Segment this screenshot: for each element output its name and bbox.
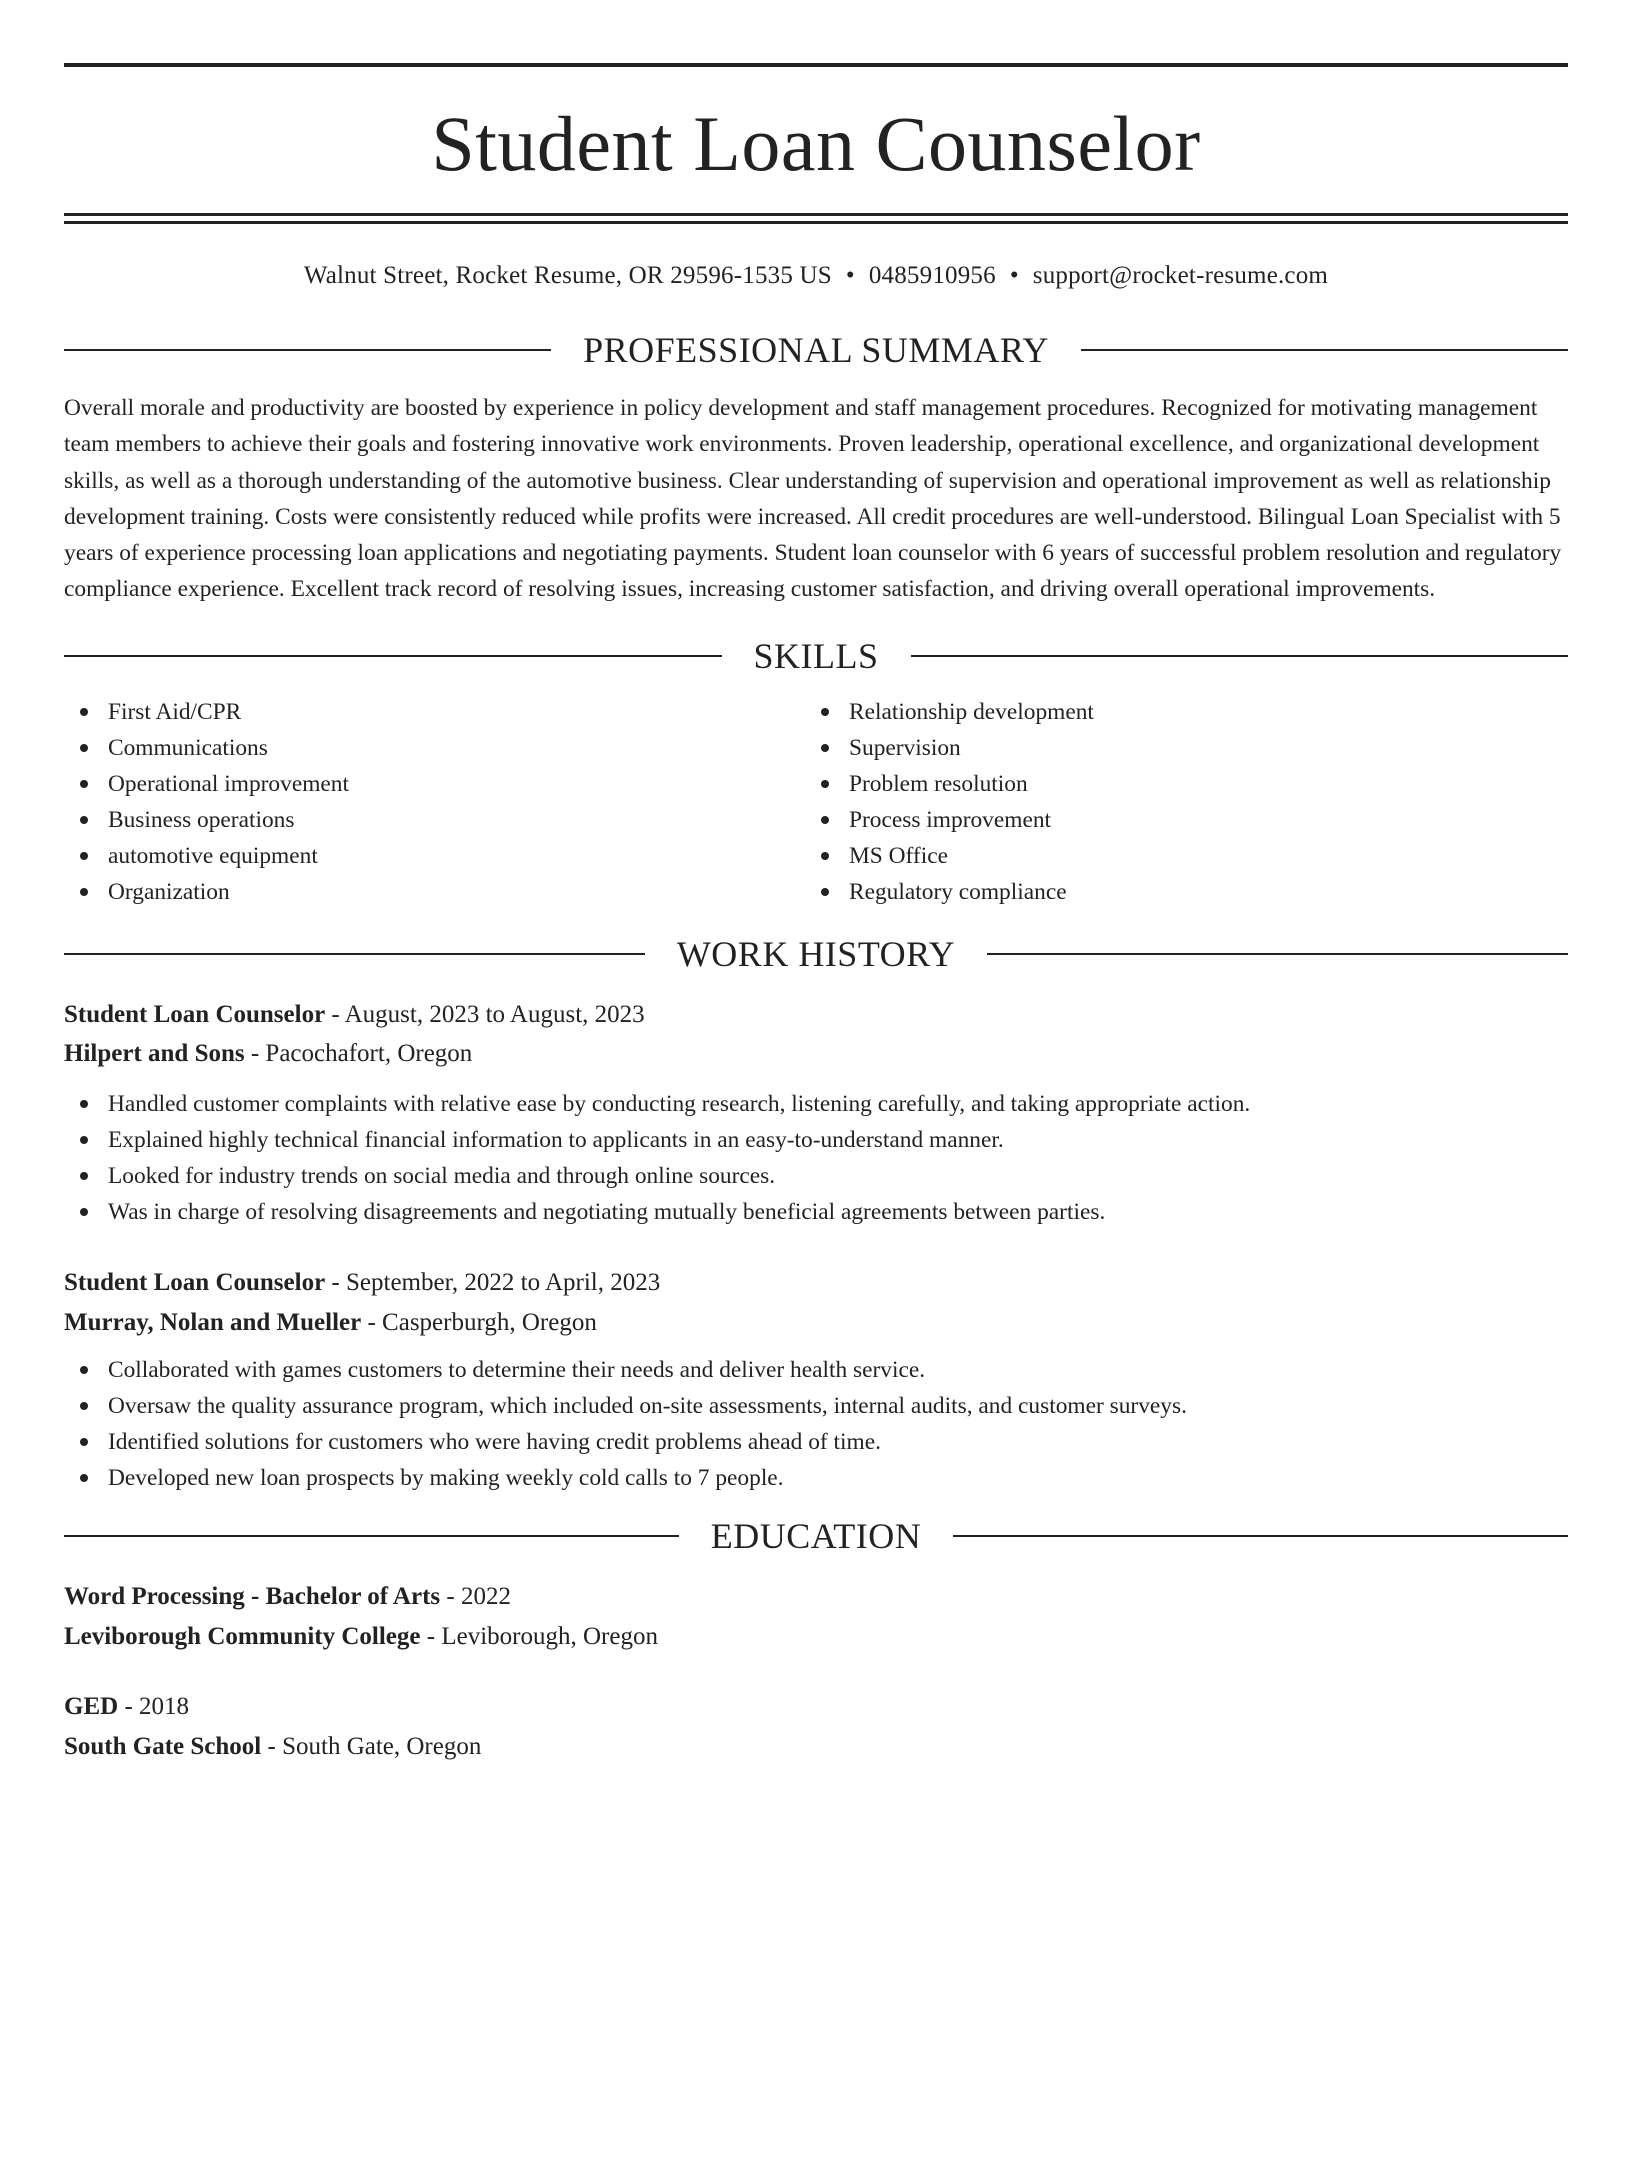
education-school-line [64,1734,1568,1759]
education-year: - 2022 [440,1582,511,1610]
job-dates: - August, 2023 to August, 2023 [325,1000,645,1028]
job-location: - Casperburgh, Oregon [361,1308,597,1336]
skill-item: Business operations [64,802,805,838]
education-degree: Word Processing - Bachelor of Arts [64,1582,441,1610]
job-bullet: Developed new loan prospects by making weekly cold calls to 7 people. [64,1460,1568,1496]
resume-title: Student Loan Counselor [431,100,1201,187]
section-rule [987,953,1568,955]
skill-item: Organization [64,874,805,910]
section-rule [64,1535,679,1537]
job-title-line [64,1002,1568,1027]
job-title: Student Loan Counselor [64,1000,326,1028]
education-year: - 2018 [118,1692,190,1720]
education-location: - Leviborough, Oregon [420,1622,658,1650]
job-bullet: Looked for industry trends on social media and through online sources. [64,1158,1568,1194]
section-rule [1081,349,1568,351]
job-bullets [64,1086,1568,1230]
job-title-line [64,1270,1568,1295]
education-school: Leviborough Community College [64,1622,421,1650]
job-entry [64,1270,1568,1496]
job-company-line [64,1310,1568,1335]
section-rule [953,1535,1568,1537]
skill-item: Operational improvement [64,766,805,802]
education-entry [64,1584,1568,1649]
skill-item: Process improvement [805,802,1546,838]
job-bullet: Was in charge of resolving disagreements and negotiating mutually beneficial agreements between parties. [64,1194,1568,1230]
education-school-line [64,1624,1568,1649]
education-heading: EDUCATION [710,1515,922,1556]
job-bullet: Explained highly technical financial information to applicants in an easy-to-understand manner. [64,1122,1568,1158]
resume-page [0,63,1632,2175]
job-bullets [64,1352,1568,1496]
job-bullet: Identified solutions for customers who were having credit problems ahead of time. [64,1424,1568,1460]
skill-item: Problem resolution [805,766,1546,802]
work-section-header [64,933,1568,974]
skills-column-right [805,694,1546,910]
contact-separator: • [1009,262,1019,289]
job-location: - Pacochafort, Oregon [244,1039,473,1067]
education-location: - South Gate, Oregon [261,1732,482,1760]
title-double-rule [64,213,1568,224]
section-rule [64,655,722,657]
skill-item: Relationship development [805,694,1546,730]
summary-heading: PROFESSIONAL SUMMARY [583,330,1049,370]
education-degree: GED [64,1692,119,1720]
education-degree-line [64,1694,1568,1719]
skills-column-left [64,694,805,910]
job-bullet: Handled customer complaints with relative ease by conducting research, listening carefully, and taking appropriate action. [64,1086,1568,1122]
job-dates: - September, 2022 to April, 2023 [325,1268,661,1296]
job-bullet: Oversaw the quality assurance program, which included on-site assessments, internal audits, and customer surveys. [64,1388,1568,1424]
education-section-header [64,1515,1568,1556]
skill-item: Communications [64,730,805,766]
job-bullet: Collaborated with games customers to determine their needs and deliver health service. [64,1352,1568,1388]
contact-separator: • [845,262,855,289]
education-degree-line [64,1584,1568,1609]
job-entry [64,1002,1568,1230]
job-company: Hilpert and Sons [64,1039,245,1067]
top-rule [64,63,1568,67]
skills-list [64,694,1568,910]
section-rule [911,655,1569,657]
section-rule [64,349,551,351]
summary-section-header [64,332,1568,368]
education-entry [64,1694,1568,1759]
contact-line [64,263,1568,288]
job-company: Murray, Nolan and Mueller [64,1308,362,1336]
skills-heading: SKILLS [753,635,879,676]
education-school: South Gate School [64,1732,262,1760]
skill-item: First Aid/CPR [64,694,805,730]
summary-text: Overall morale and productivity are boosted by experience in policy development and staff management procedures. Recognized for motivating management team members to achieve their goals and fostering innovative work environments. Proven leadership, operational excellence, and organizational development skills, as well as a thorough understanding of the automotive business. Clear understanding of supervision and operational improvement as well as relationship development training. Costs were consistently reduced while profits were increased. All credit procedures are well-understood. Bilingual Loan Specialist with 5 years of experience processing loan applications and negotiating payments. Student loan counselor with 6 years of successful problem resolution and regulatory compliance experience. Excellent track record of resolving issues, increasing customer satisfaction, and driving overall operational improvements. [64,395,1562,603]
work-heading: WORK HISTORY [676,933,956,974]
skill-item: automotive equipment [64,838,805,874]
skills-section-header [64,635,1568,676]
job-company-line [64,1041,1568,1066]
skill-item: Regulatory compliance [805,874,1546,910]
contact-address: Walnut Street, Rocket Resume, OR 29596-1535 US [303,262,832,289]
skill-item: MS Office [805,838,1546,874]
section-rule [64,953,645,955]
skill-item: Supervision [805,730,1546,766]
job-title: Student Loan Counselor [64,1268,326,1296]
contact-phone: 0485910956 [868,262,996,289]
contact-email[interactable]: support@rocket-resume.com [1032,262,1329,289]
